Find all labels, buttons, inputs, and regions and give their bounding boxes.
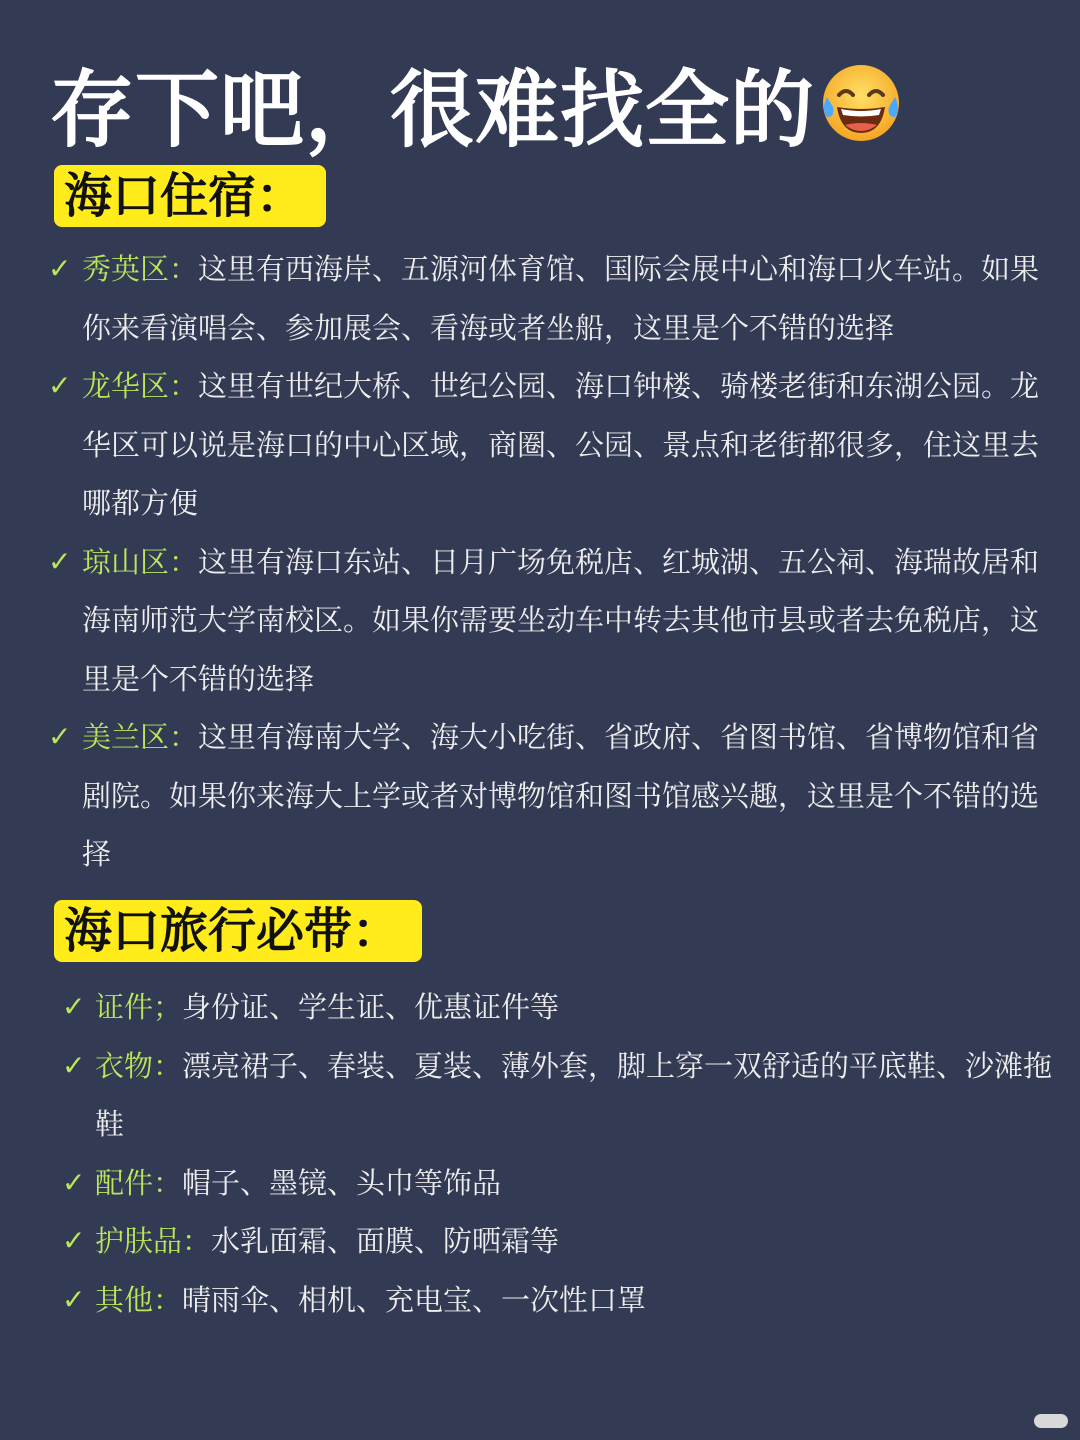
item-text: 晴雨伞、相机、充电宝、一次性口罩 <box>182 1282 647 1317</box>
item-key: 证件 <box>95 990 154 1024</box>
item-key: 秀英区 <box>82 252 170 286</box>
list-item <box>48 357 1058 533</box>
item-text: 帽子、墨镜、头巾等饰品 <box>182 1165 502 1200</box>
item-key: 琼山区 <box>82 544 170 579</box>
list-item <box>62 1271 1058 1330</box>
page-title <box>50 48 903 158</box>
list-item <box>62 1212 1058 1271</box>
check-icon: ✓ <box>62 1224 86 1257</box>
item-text: 身份证、学生证、优惠证件等 <box>182 990 560 1024</box>
list-item <box>62 1037 1058 1154</box>
item-text: 这里有海南大学、海大小吃街、省政府、省图书馆、省博物馆和省剧院。如果你来海大上学或者对博物馆和图书馆感兴趣，这里是个不错的选择 <box>82 720 1040 871</box>
item-text: 这里有西海岸、五源河体育馆、国际会展中心和海口火车站。如果你来看演唱会、参加展会、看海或者坐船，这里是个不错的选择 <box>82 252 1040 345</box>
item-text: 这里有世纪大桥、世纪公园、海口钟楼、骑楼老街和东湖公园。龙华区可以说是海口的中心区域，商圈、公园、景点和老街都很多，住这里去哪都方便 <box>82 369 1040 520</box>
check-icon: ✓ <box>62 1048 86 1082</box>
accommodation-list <box>48 240 1058 884</box>
item-text: 漂亮裙子、春装、夏装、薄外套，脚上穿一双舒适的平底鞋、沙滩拖鞋 <box>95 1048 1053 1141</box>
item-text: 水乳面霜、面膜、防晒霜等 <box>211 1224 560 1258</box>
check-icon: ✓ <box>48 720 72 753</box>
section-heading-accommodation: 海口住宿： <box>54 165 326 227</box>
check-icon: ✓ <box>48 369 72 402</box>
item-key: 衣物 <box>95 1048 154 1083</box>
check-icon: ✓ <box>62 990 86 1023</box>
item-text: 这里有海口东站、日月广场免税店、红城湖、五公祠、海瑞故居和海南师范大学南校区。如果你需要坐动车中转去其他市县或者去免税店，这里是个不错的选择 <box>82 544 1040 696</box>
item-key: 其他 <box>95 1282 154 1317</box>
list-item <box>48 533 1058 709</box>
item-separator: ： <box>153 1165 183 1200</box>
check-icon: ✓ <box>62 1165 86 1199</box>
check-icon: ✓ <box>48 252 72 285</box>
item-key: 美兰区 <box>82 720 170 754</box>
item-key: 龙华区 <box>82 369 170 403</box>
item-separator: ； <box>153 990 183 1024</box>
item-separator: ： <box>169 544 199 579</box>
list-item <box>48 708 1058 884</box>
list-item <box>62 978 1058 1037</box>
laughing-crying-emoji-icon <box>819 61 903 145</box>
item-separator: ： <box>169 720 199 754</box>
check-icon: ✓ <box>62 1282 86 1316</box>
list-item <box>62 1154 1058 1213</box>
item-separator: ： <box>153 1282 183 1317</box>
section-heading-packing: 海口旅行必带： <box>54 900 422 962</box>
check-icon: ✓ <box>48 544 72 578</box>
item-key: 护肤品 <box>95 1224 183 1258</box>
item-separator: ： <box>182 1224 212 1258</box>
item-separator: ： <box>153 1048 183 1083</box>
item-separator: ： <box>169 252 199 286</box>
watermark-badge <box>1034 1414 1068 1428</box>
item-key: 配件 <box>95 1165 154 1200</box>
packing-list <box>62 978 1058 1329</box>
item-separator: ： <box>169 369 199 403</box>
list-item <box>48 240 1058 357</box>
page-title-text: 存下吧，很难找全的 <box>50 60 816 159</box>
